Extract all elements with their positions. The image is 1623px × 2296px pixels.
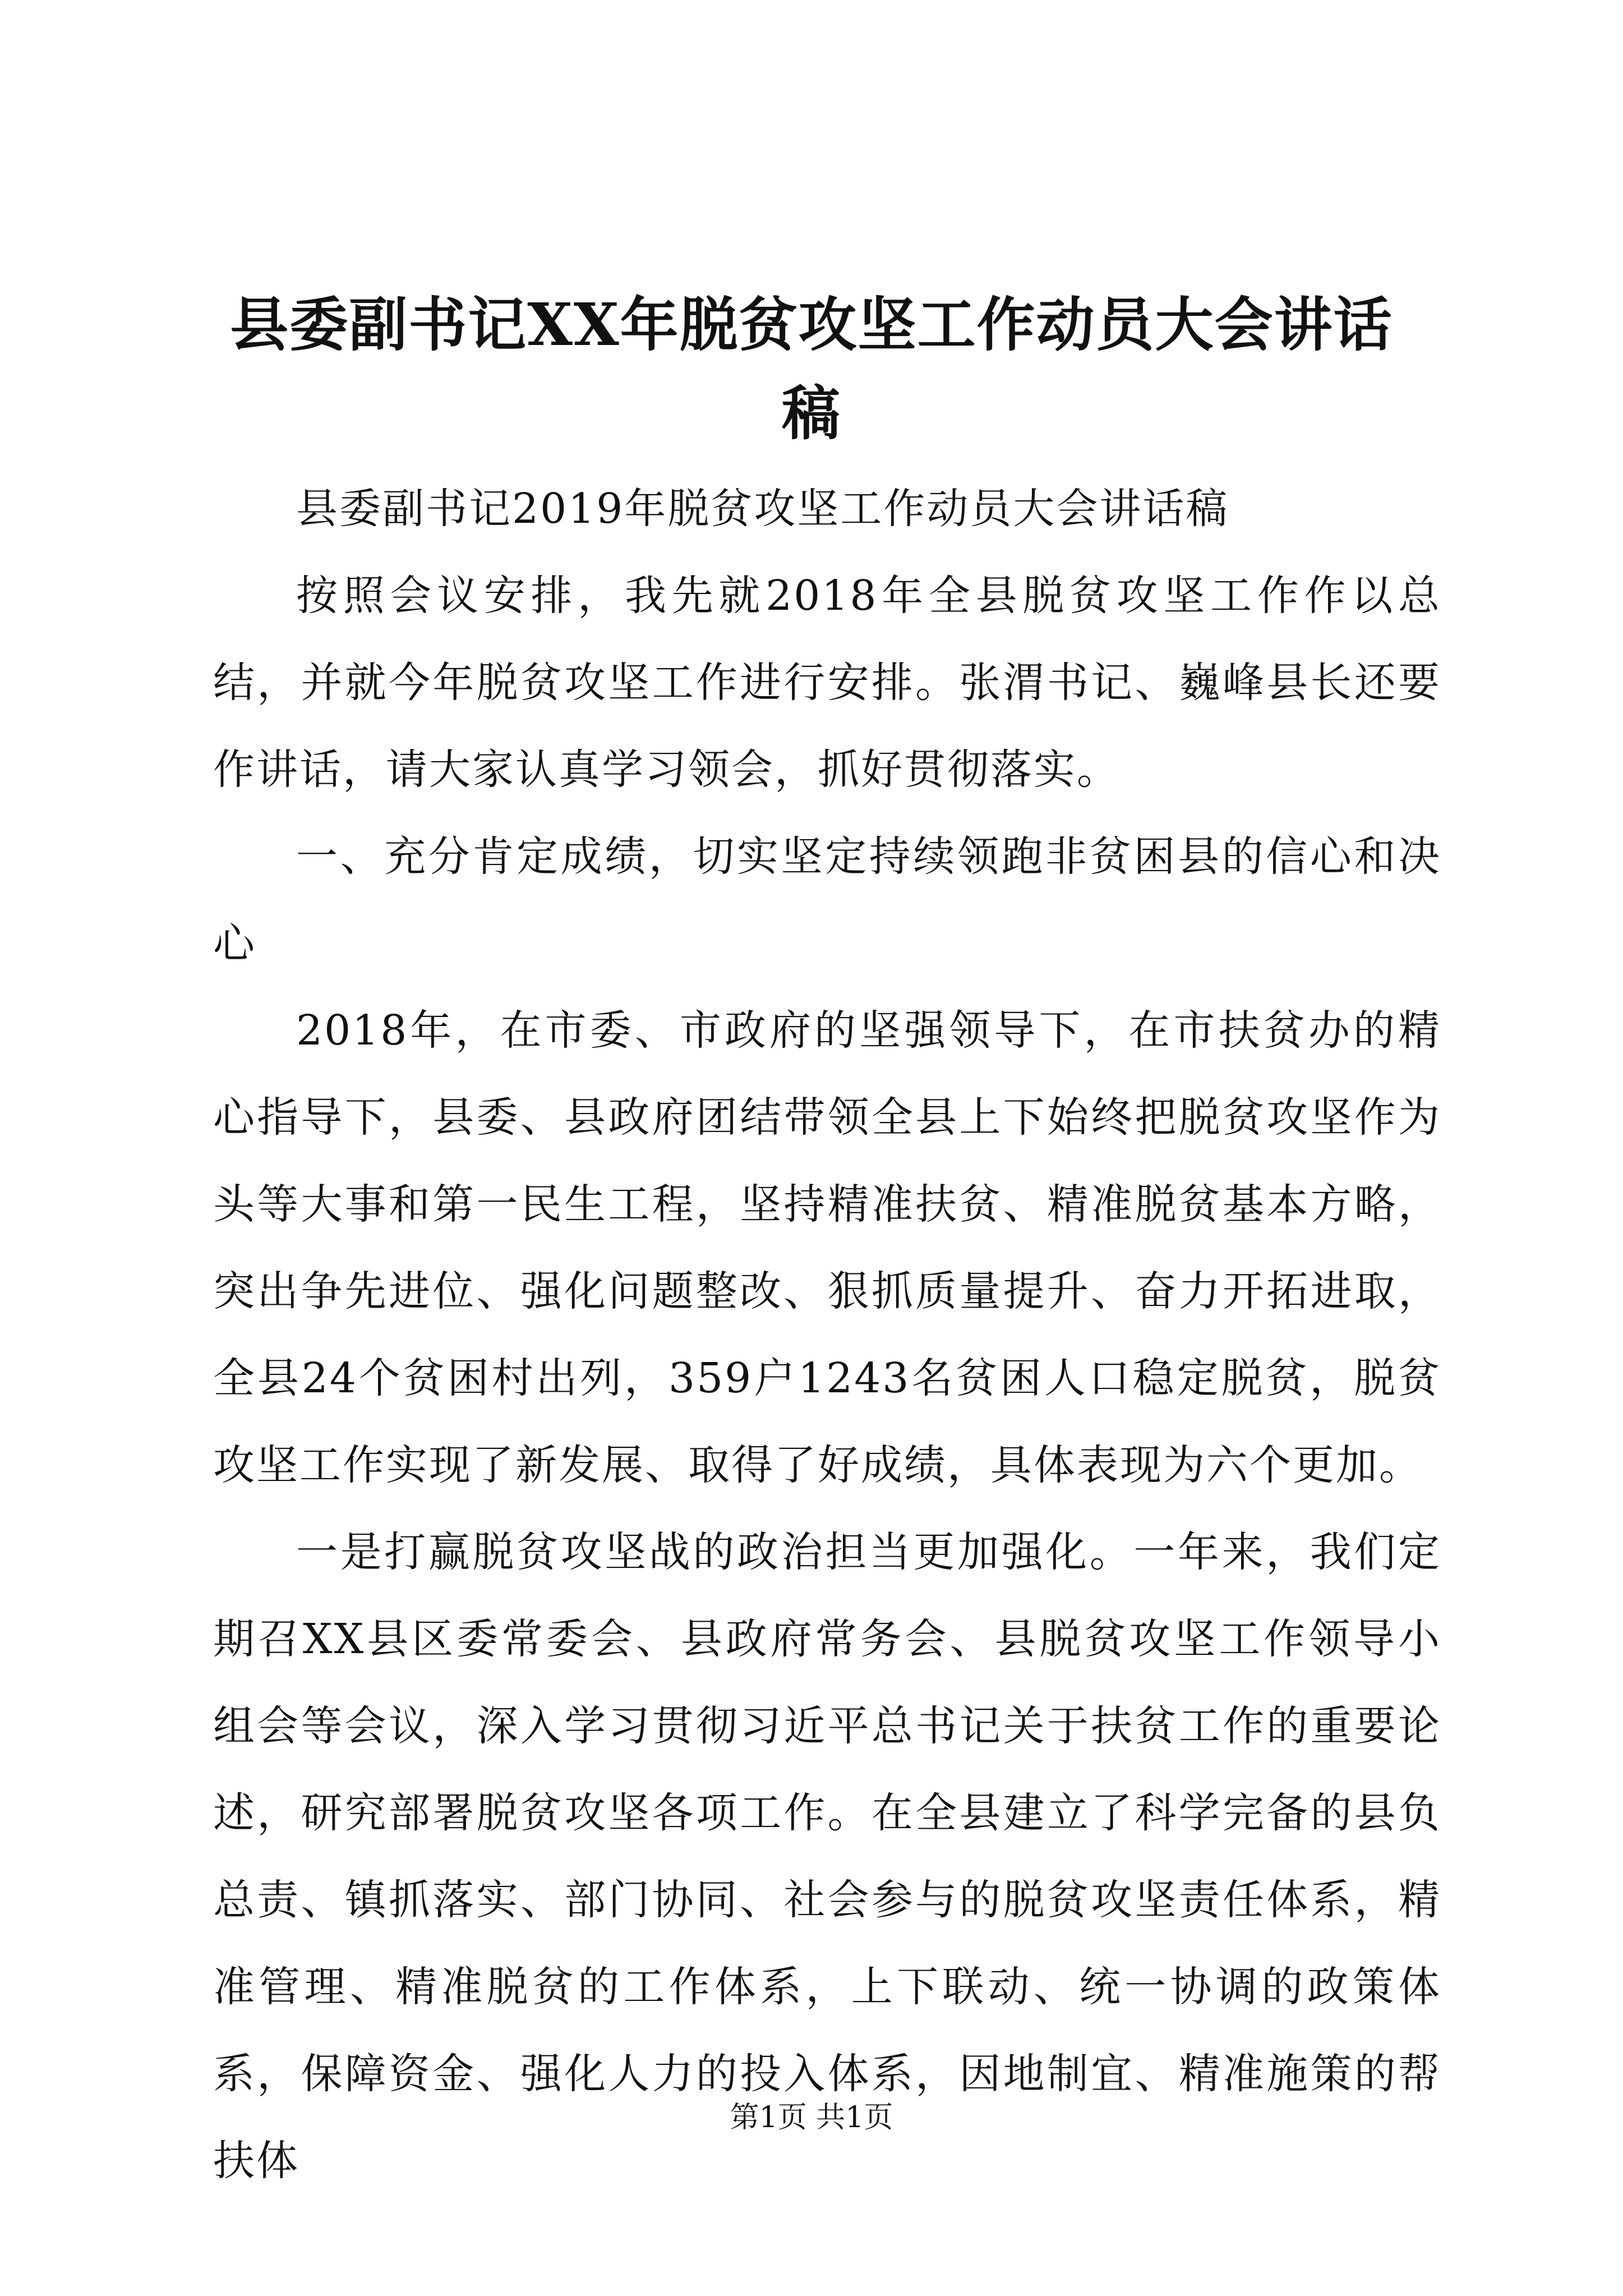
document-title: 县委副书记XX年脱贫攻坚工作动员大会讲话稿 — [230, 290, 1393, 448]
document-body — [213, 466, 1441, 2205]
paragraph-achievements: 2018年，在市委、市政府的坚强领导下，在市扶贫办的精心指导下，县委、县政府团结带领全县上下始终把脱贫攻坚作为头等大事和第一民生工程，坚持精准扶贫、精准脱贫基本方略，突出争先进位、强化问题整改、狠抓质量提升、奋力开拓进取，全县24个贫困村出列，359户1243名贫困人口稳定脱贫，脱贫攻坚工作实现了新发展、取得了好成绩，具体表现为六个更加。 — [213, 1006, 1441, 1489]
paragraph-subtitle: 县委副书记2019年脱贫攻坚工作动员大会讲话稿 — [296, 485, 1229, 533]
paragraph-political-duty: 一是打赢脱贫攻坚战的政治担当更加强化。一年来，我们定期召XX县区委常委会、县政府常务会、县脱贫攻坚工作领导小组会等会议，深入学习贯彻习近平总书记关于扶贫工作的重要论述，研究部署脱贫攻坚各项工作。在全县建立了科学完备的县负总责、镇抓落实、部门协同、社会参与的脱贫攻坚责任体系，精准管理、精准脱贫的工作体系，上下联动、统一协调的政策体系，保障资金、强化人力的投入体系，因地制宜、精准施策的帮扶体 — [213, 1528, 1441, 2185]
page-footer: 第1页 共1页 — [730, 2101, 893, 2134]
section-heading: 一、充分肯定成绩，切实坚定持续领跑非贫困县的信心和决心 — [213, 832, 1441, 968]
paragraph-intro: 按照会议安排，我先就2018年全县脱贫攻坚工作作以总结，并就今年脱贫攻坚工作进行安排。张渭书记、巍峰县长还要作讲话，请大家认真学习领会，抓好贯彻落实。 — [213, 572, 1441, 794]
